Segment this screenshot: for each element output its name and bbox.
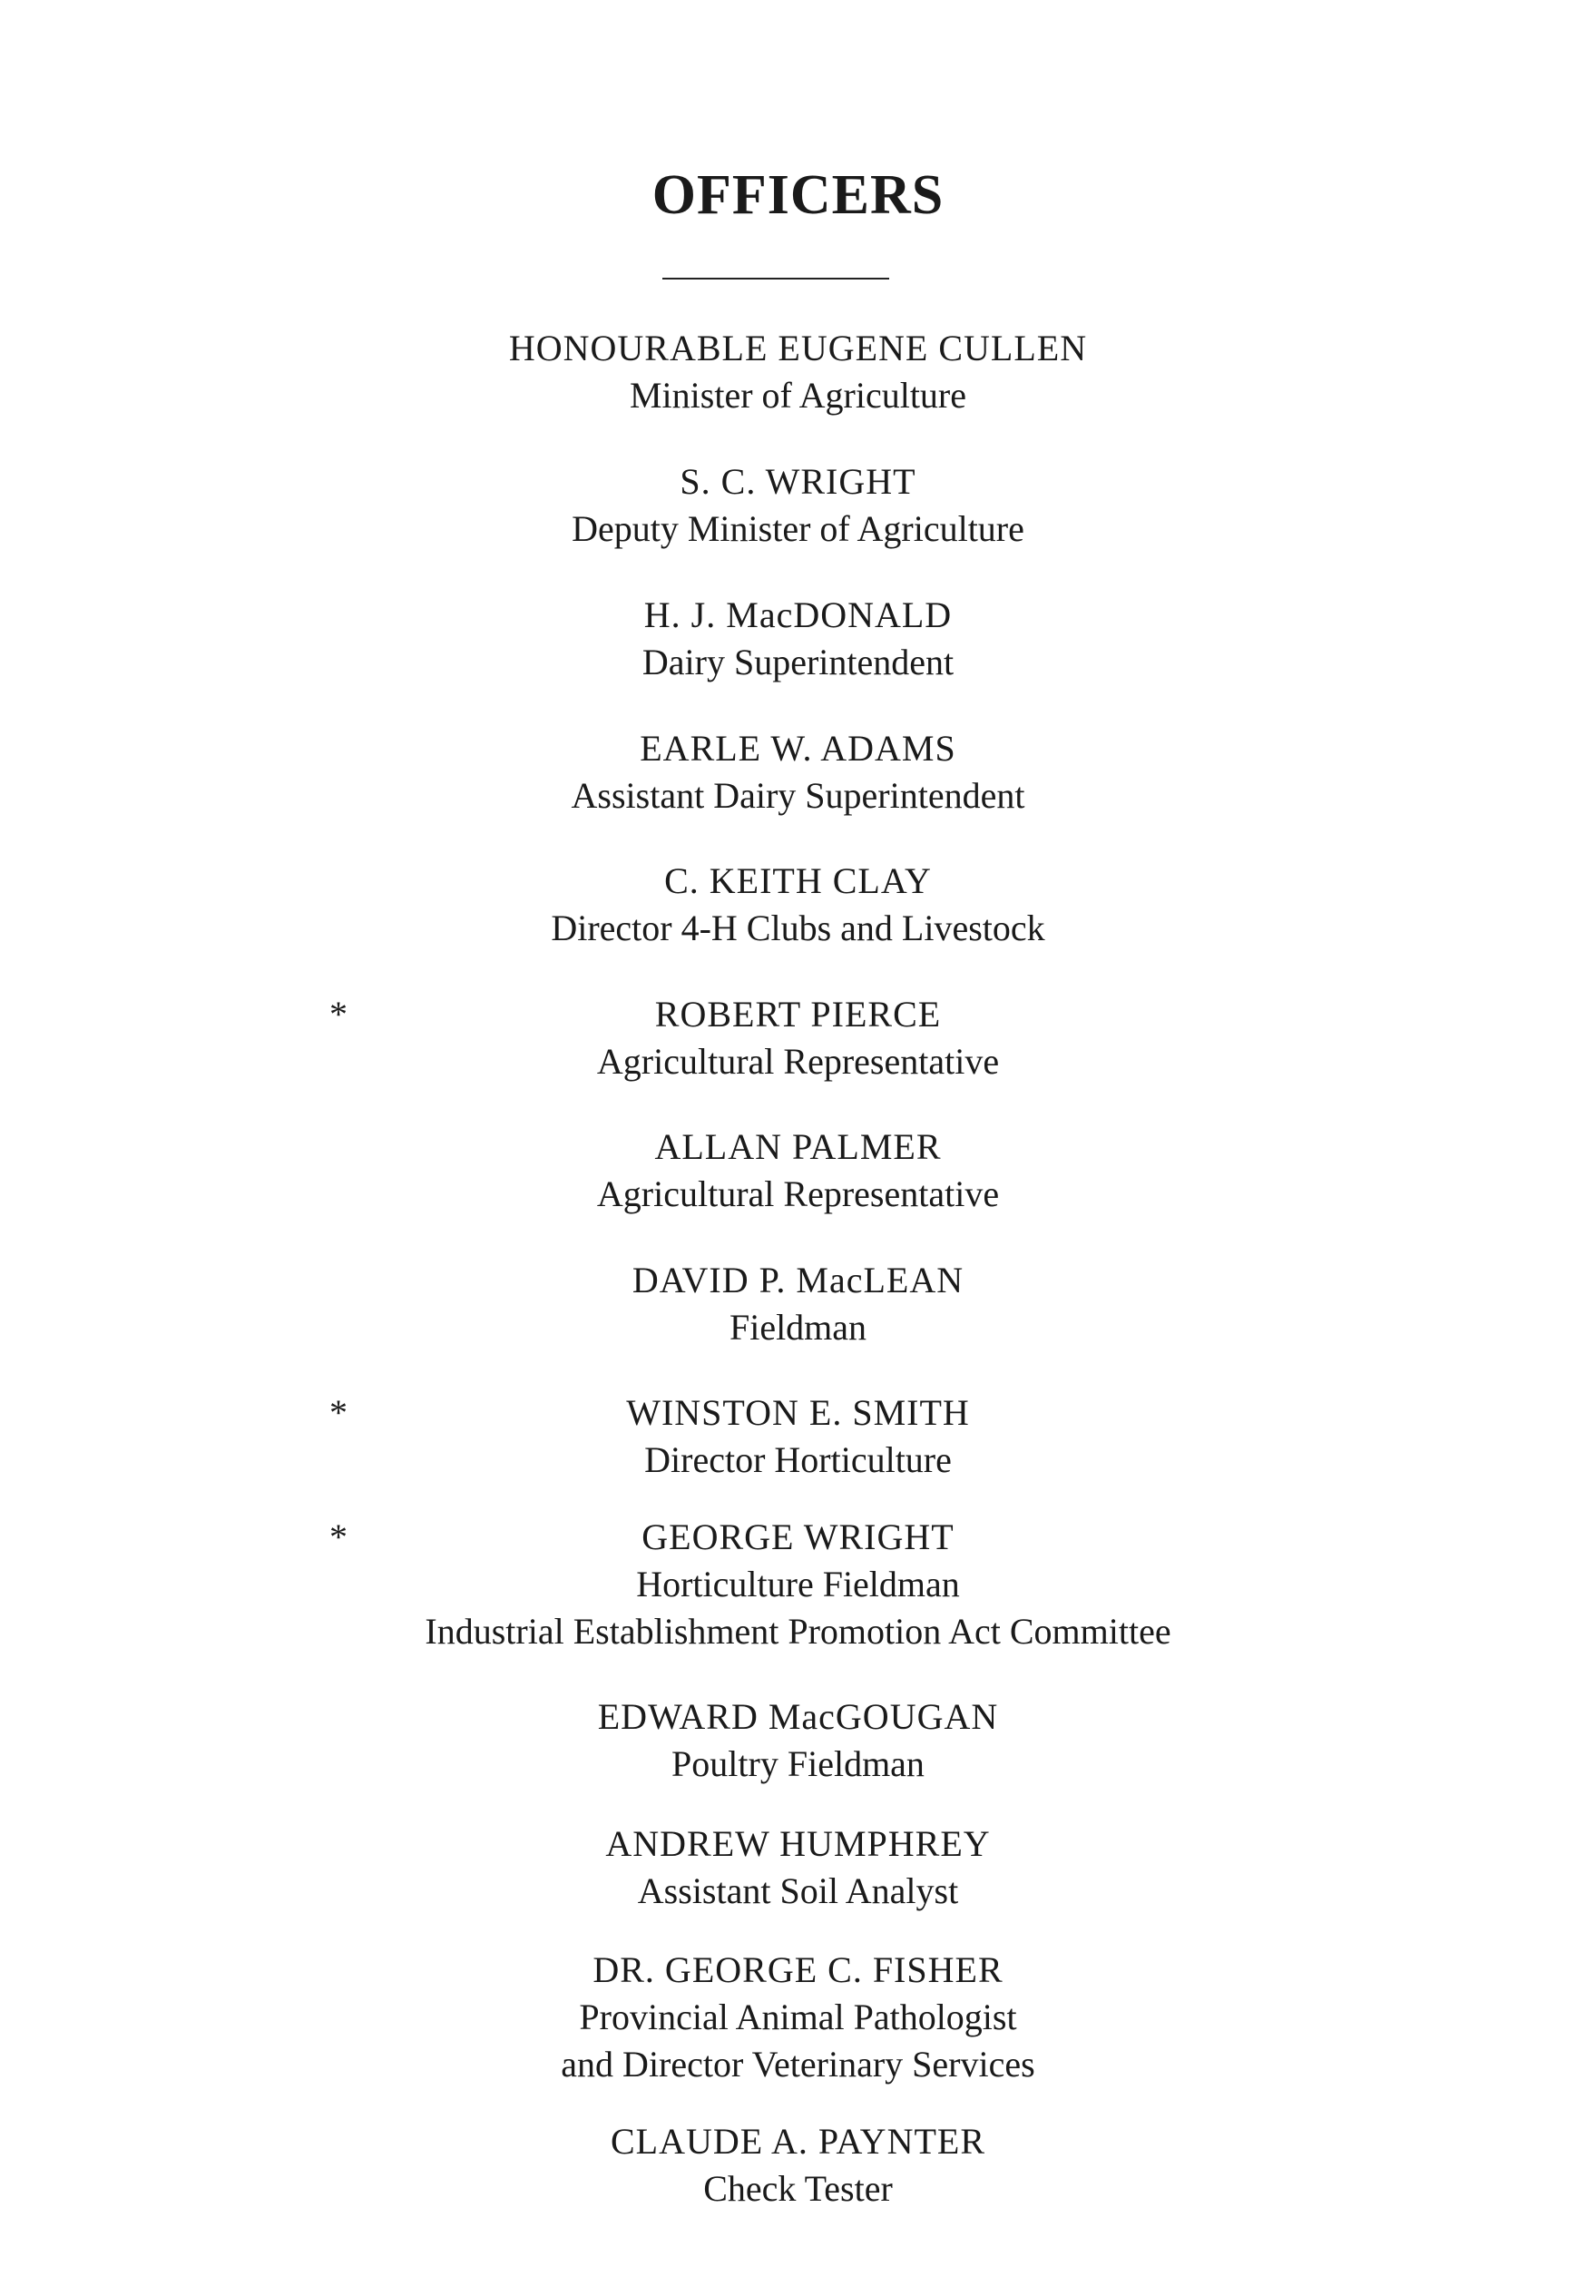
officer-entry (0, 592, 1596, 686)
officer-entry (0, 1947, 1596, 2088)
officer-committee: Industrial Establishment Promotion Act Committee (425, 1611, 1171, 1652)
officer-role: Fieldman (729, 1307, 867, 1348)
officer-entry (0, 458, 1596, 553)
officer-entry (0, 725, 1596, 819)
officer-role: Director Horticulture (644, 1439, 952, 1480)
officer-name: C. KEITH CLAY (664, 860, 932, 901)
officer-role: Agricultural Representative (596, 1041, 1000, 1082)
asterisk-marker: * (329, 1516, 348, 1557)
asterisk-marker: * (329, 994, 348, 1035)
officer-role: Minister of Agriculture (629, 375, 967, 416)
officer-name: CLAUDE A. PAYNTER (611, 2121, 985, 2162)
officer-entry (0, 2118, 1596, 2213)
officer-name: EDWARD MacGOUGAN (597, 1696, 999, 1737)
officer-entry (0, 1820, 1596, 1915)
officer-name: DR. GEORGE C. FISHER (592, 1949, 1004, 1990)
officer-name: GEORGE WRIGHT (641, 1516, 955, 1557)
officer-name: ALLAN PALMER (654, 1126, 942, 1167)
officer-name: DAVID P. MacLEAN (632, 1260, 964, 1300)
officer-entry (0, 858, 1596, 952)
officer-entry (0, 1123, 1596, 1218)
officer-role: Poultry Fieldman (671, 1743, 925, 1784)
officer-entry (0, 991, 1596, 1085)
officer-role: Horticulture Fieldman (636, 1564, 960, 1604)
officer-role: Check Tester (703, 2168, 893, 2209)
officer-name: ANDREW HUMPHREY (605, 1823, 991, 1864)
officer-role: Deputy Minister of Agriculture (572, 508, 1024, 549)
officer-role: Agricultural Representative (596, 1173, 1000, 1214)
title-rule (662, 278, 889, 280)
officer-name: EARLE W. ADAMS (640, 728, 956, 769)
officer-entry (0, 1514, 1596, 1655)
officer-entry (0, 1389, 1596, 1484)
officer-name: HONOURABLE EUGENE CULLEN (508, 328, 1088, 368)
officer-role: Assistant Soil Analyst (637, 1870, 959, 1911)
officer-entry (0, 1257, 1596, 1351)
officer-name: H. J. MacDONALD (643, 594, 953, 635)
officer-role: Assistant Dairy Superintendent (571, 775, 1025, 816)
officer-name: ROBERT PIERCE (654, 994, 942, 1035)
officer-role: Provincial Animal Pathologist (579, 1997, 1017, 2037)
officer-role-continued: and Director Veterinary Services (561, 2044, 1035, 2085)
officer-entry (0, 325, 1596, 419)
officer-role: Director 4-H Clubs and Livestock (551, 908, 1045, 948)
officer-entry (0, 1693, 1596, 1788)
officer-name: WINSTON E. SMITH (626, 1392, 970, 1433)
page-title: OFFICERS (651, 164, 945, 226)
officer-role: Dairy Superintendent (641, 642, 955, 682)
officer-name: S. C. WRIGHT (680, 461, 916, 502)
asterisk-marker: * (329, 1392, 348, 1433)
